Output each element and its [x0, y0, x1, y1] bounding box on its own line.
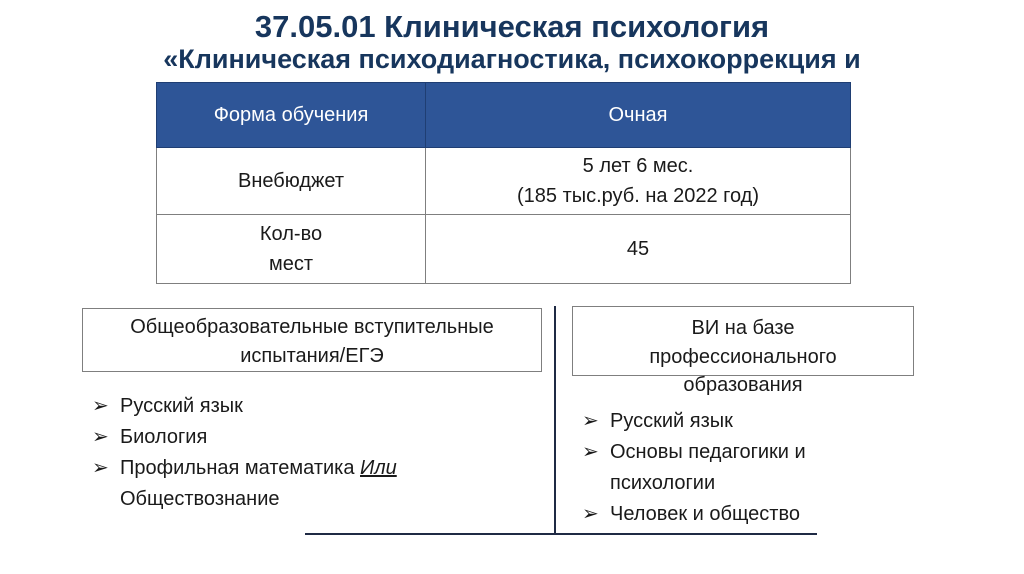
or-word: Или [360, 457, 397, 479]
label-seats [157, 215, 426, 284]
list-item-text: Биология [120, 426, 208, 448]
table-row [157, 148, 851, 215]
general-exams-heading-line2: испытания/ЕГЭ [240, 345, 384, 367]
chevron-right-icon: ➢ [92, 395, 109, 417]
seats-label-line1: Кол-во [259, 223, 323, 245]
list-item-text: Основы педагогики и психологии [610, 441, 806, 494]
cost-text: (185 тыс.руб. на 2022 год) [516, 185, 759, 207]
professional-exams-heading-box [572, 306, 914, 376]
table-row [157, 215, 851, 284]
chevron-right-icon: ➢ [92, 426, 109, 448]
list-item [582, 437, 912, 499]
chevron-right-icon: ➢ [582, 503, 599, 525]
seats-label-line2: мест [268, 253, 314, 275]
list-item-text: Человек и общество [610, 503, 800, 525]
chevron-right-icon: ➢ [582, 441, 599, 463]
chevron-right-icon: ➢ [582, 410, 599, 432]
professional-exams-heading-line1: ВИ на базе [691, 317, 795, 339]
program-info-table [156, 82, 851, 284]
general-exams-list [92, 391, 532, 515]
list-item-text: Профильная математика [120, 457, 361, 479]
table-header-row [157, 83, 851, 148]
professional-exams-list [582, 406, 912, 530]
general-exams-heading-box [82, 308, 542, 372]
label-paid: Внебюджет [157, 148, 426, 215]
page-title: 37.05.01 Клиническая психология [254, 9, 770, 44]
chevron-right-icon: ➢ [92, 457, 109, 479]
list-item [92, 391, 532, 422]
horizontal-divider [305, 533, 817, 535]
professional-exams-heading-line3: образования [683, 374, 803, 396]
list-item [582, 499, 912, 530]
value-seats: 45 [426, 215, 851, 284]
value-duration-cost [426, 148, 851, 215]
header-full-time: Очная [426, 83, 851, 148]
header-study-form: Форма обучения [157, 83, 426, 148]
page-subtitle: «Клиническая психодиагностика, психокоррекция и [163, 44, 861, 74]
list-item-text: Русский язык [610, 410, 733, 432]
list-item [582, 406, 912, 437]
list-item [92, 453, 532, 515]
list-item-text: Русский язык [120, 395, 243, 417]
duration-text: 5 лет 6 мес. [582, 155, 694, 177]
list-item [92, 422, 532, 453]
list-item-text-line2: Обществознание [120, 488, 280, 510]
vertical-divider [554, 306, 556, 534]
general-exams-heading-line1: Общеобразовательные вступительные [130, 316, 494, 338]
professional-exams-heading-line2: профессионального [649, 346, 837, 368]
